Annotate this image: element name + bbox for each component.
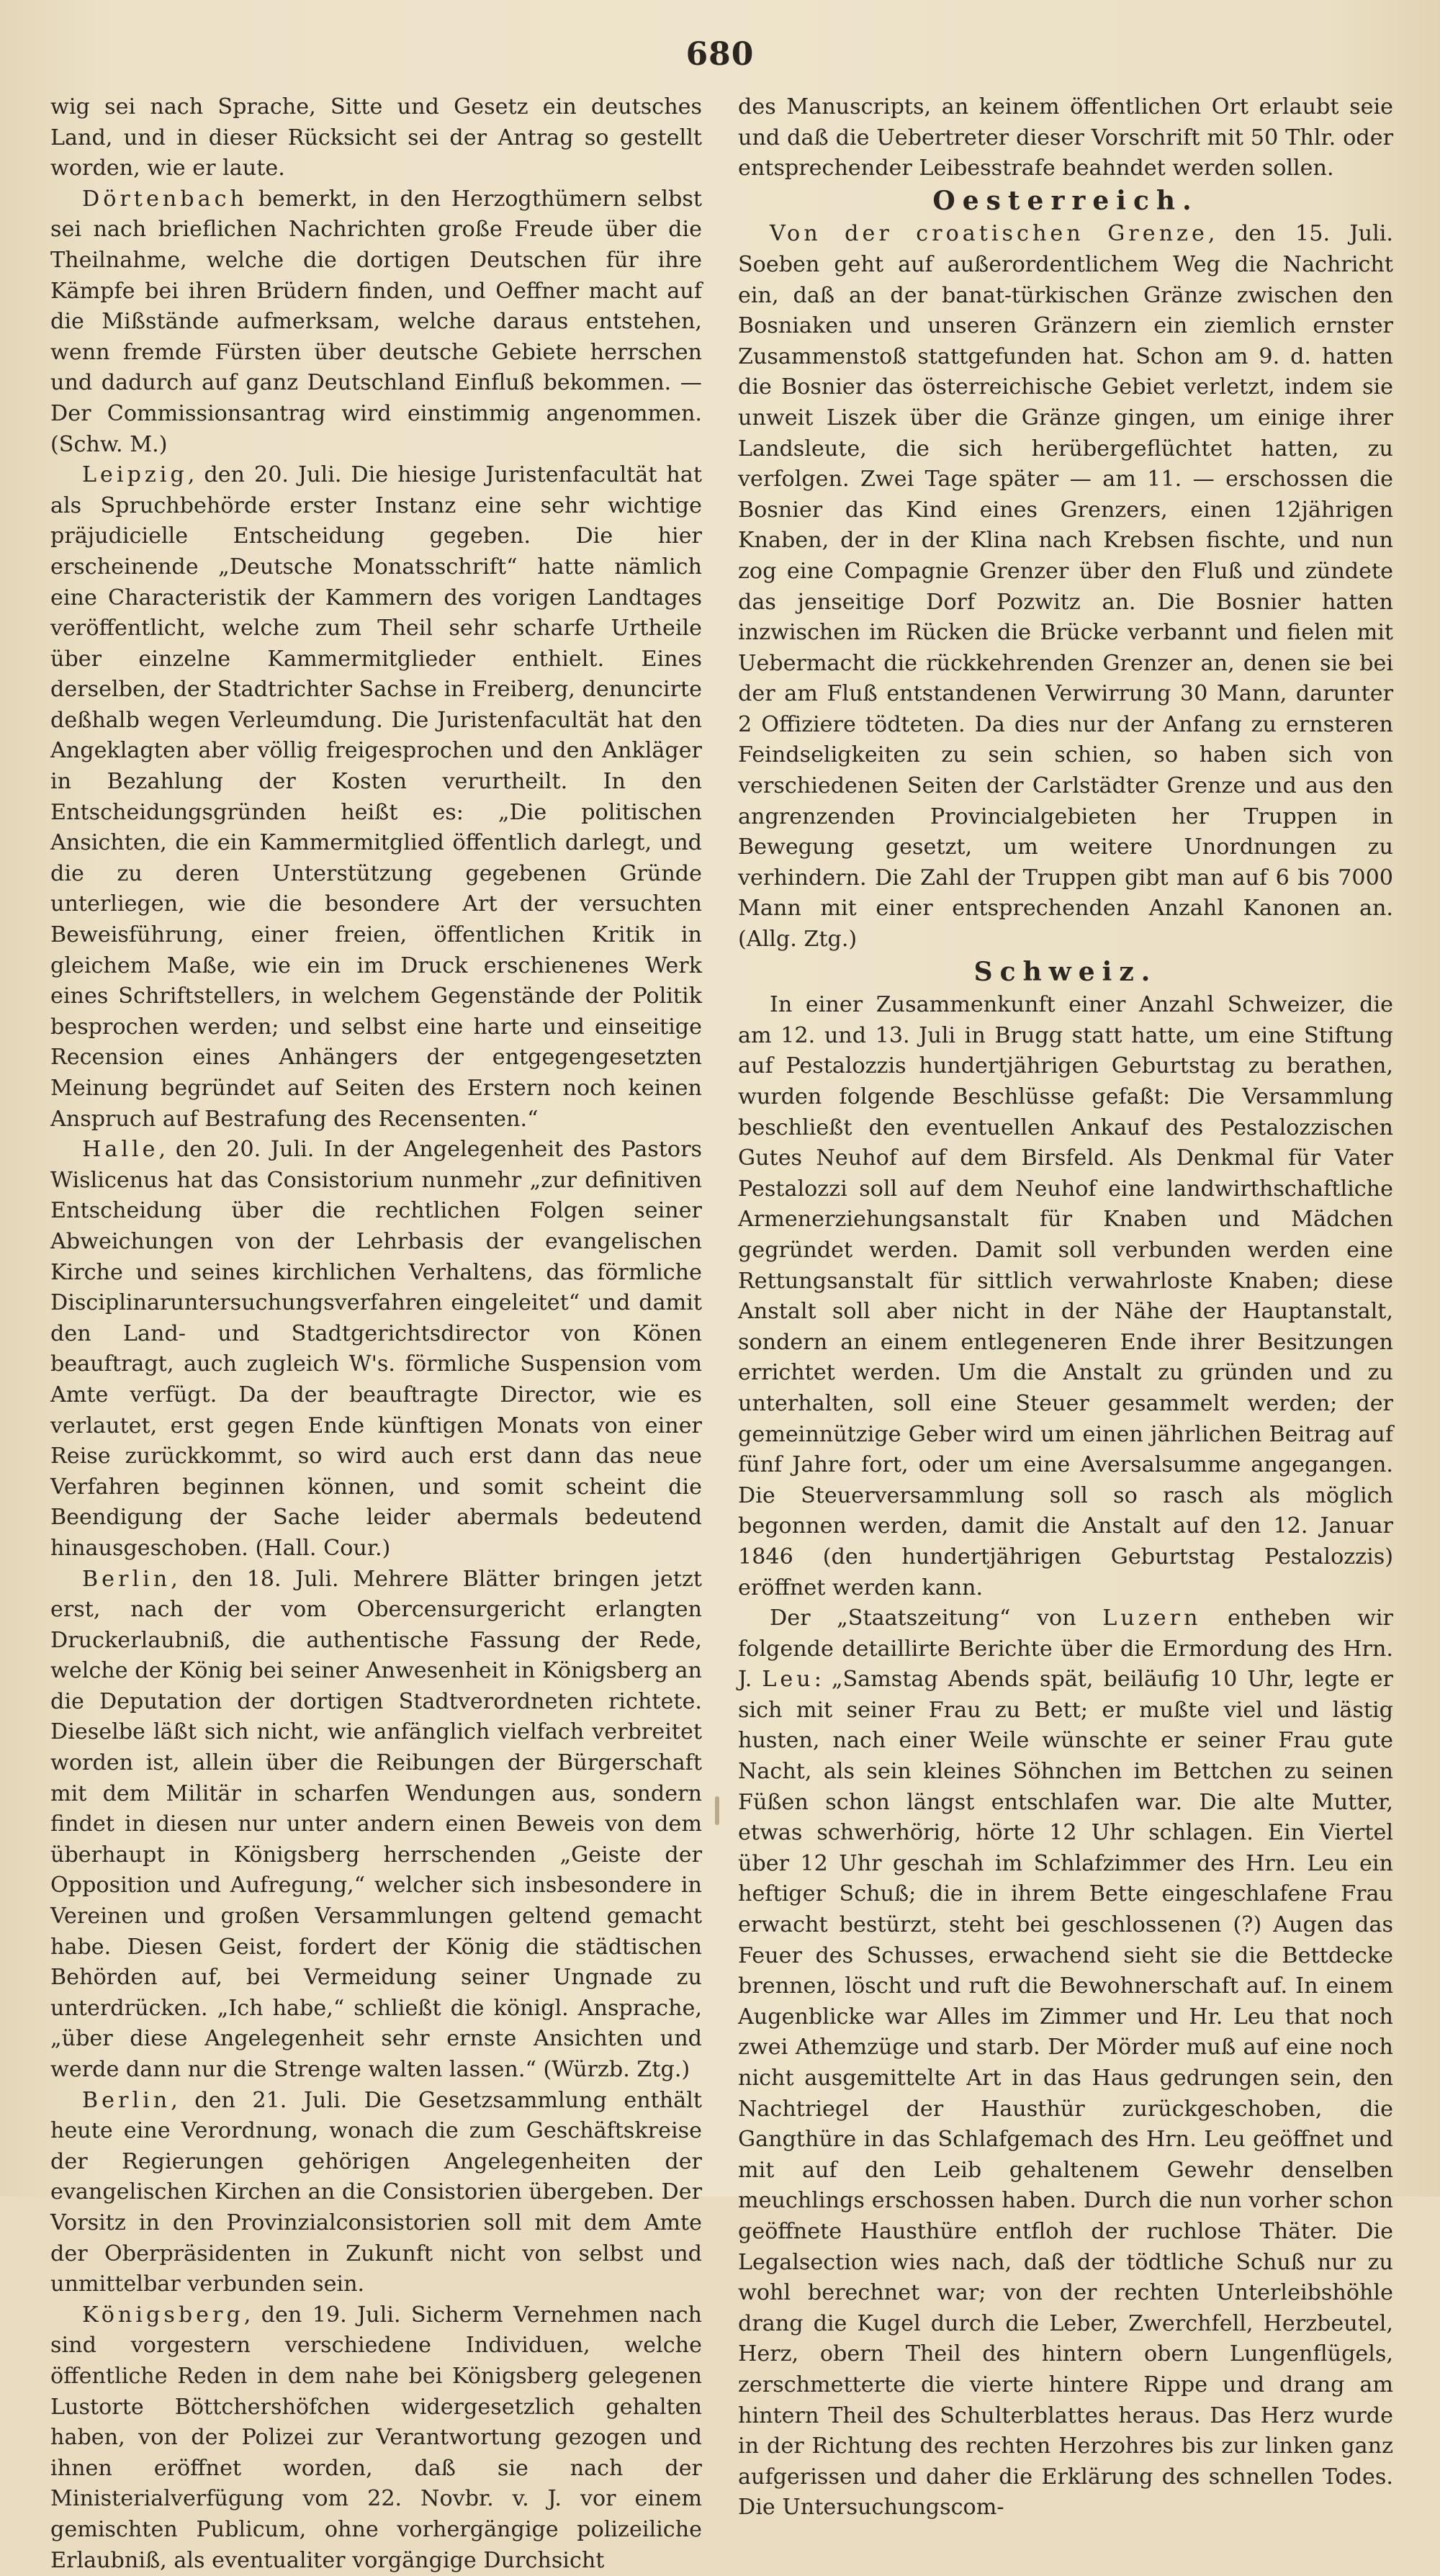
- right-column: [738, 92, 1393, 2523]
- source-citation: (Würzb. Ztg.): [543, 2057, 690, 2082]
- paragraph-croatian-border: Von der croatischen Grenze, den 15. Juli. Soeben geht auf außerordentlichem Weg die Nachricht ein, daß an der banat-türkischen Gränze zwischen den Bosniaken und unseren Gränzern ein ziemlich ernster Zusammenstoß stattgefunden hat. Schon am 9. d. hatten die Bosnier das österreichische Gebiet verletzt, indem sie unweit Liszek über die Gränze gingen, um einige ihrer Landsleute, die sich herübergeflüchtet hatten, zu verfolgen. Zwei Tage später — am 11. — erschossen die Bosnier das Kind eines Grenzers, einen 12jährigen Knaben, der in der Klina nach Krebsen fischte, und nun zog eine Compagnie Grenzer über den Fluß und zündete das jenseitige Dorf Pozwitz an. Die Bosnier hatten inzwischen im Rücken die Brücke verbannt und fielen mit Uebermacht die rückkehrenden Grenzer an, denen sie bei der am Fluß entstandenen Verwirrung 30 Mann, darunter 2 Offiziere tödteten. Da dies nur der Anfang zu ernsteren Feindseligkeiten zu sein schien, so haben sich von verschiedenen Seiten der Carlstädter Grenze und aus den angrenzenden Provincialgebieten her Truppen in Bewegung gesetzt, um weitere Unordnungen zu verhindern. Die Zahl der Truppen gibt man auf 6 bis 7000 Mann mit einer entsprechenden Anzahl Kanonen an. (Allg. Ztg.): [738, 221, 1393, 953]
- paragraph-pestalozzi: In einer Zusammenkunft einer Anzahl Schweizer, die am 12. und 13. Juli in Brugg statt hatte, um eine Stiftung auf Pestalozzis hundertjährigen Geburtstag zu berathen, wurden folgende Beschlüsse gefaßt: Die Versammlung beschließt den eventuellen Ankauf des Pestalozzischen Gutes Neuhof auf dem Birsfeld. Als Denkmal für Vater Pestalozzi soll auf dem Neuhof eine landwirthschaftliche Armenerziehungsanstalt für Knaben und Mädchen gegründet werden. Damit soll verbunden werden eine Rettungsanstalt für sittlich verwahrloste Knaben; diese Anstalt soll aber nicht in der Nähe der Hauptanstalt, sondern an einem entlegeneren Ende ihrer Besitzungen errichtet werden. Um die Anstalt zu gründen und zu unterhalten, soll eine Steuer gesammelt werden; der gemeinnützige Geber wird um einen jährlichen Beitrag auf fünf Jahre fort, oder um eine Aversalsumme angegangen. Die Steuerversammlung soll so rasch als möglich begonnen werden, damit die Anstalt auf den 12. Januar 1846 (den hundertjährigen Geburtstag Pestalozzis) eröffnet werden kann.: [738, 992, 1393, 1600]
- paragraph-luzern: Der „Staatszeitung“ von Luzern entheben wir folgende detaillirte Berichte über die Ermordung des Hrn. J. Leu: „Samstag Abends spät, beiläufig 10 Uhr, legte er sich mit seiner Frau zu Bett; er mußte viel und lästig husten, nach einer Weile wünschte er seiner Frau gute Nacht, als sein kleines Söhnchen im Bettchen zu seinen Füßen schon längst entschlafen war. Die alte Mutter, etwas schwerhörig, hörte 12 Uhr schlagen. Ein Viertel über 12 Uhr geschah im Schlafzimmer des Hrn. Leu ein heftiger Schuß; die in ihrem Bette eingeschlafene Frau erwacht bestürzt, steht bei geschlossenen (?) Augen das Feuer des Schusses, erwachend sieht sie die Bettdecke brennen, löscht und ruft die Bewohnerschaft auf. In einem Augenblicke war Alles im Zimmer und Hr. Leu that noch zwei Athemzüge und starb. Der Mörder muß auf eine noch nicht ausgemittelte Art in das Haus gedrungen sein, den Nachtriegel der Hausthür zurückgeschoben, die Gangthüre in das Schlafgemach des Hrn. Leu geöffnet und mit auf den Leib gehaltenem Gewehr denselben meuchlings erschossen haben. Durch die nun vorher schon geöffnete Hausthüre entfloh der ruchlose Thäter. Die Legalsection wies nach, daß der tödtliche Schuß nur zu wohl berechnet war; von der rechten Unterleibshöhle drang die Kugel durch die Leber, Zwerchfell, Herzbeutel, Herz, obern Theil des hintern obern Lungenflügels, zerschmetterte die vierte hintere Rippe und drang am hintern Theil des Schulterblattes heraus. Das Herz wurde in der Richtung des rechten Herzohres bis zur linken ganz aufgerissen und daher die Erklärung des schnellen Todes. Die Untersuchungscom-: [738, 1606, 1393, 2521]
- left-column: [50, 92, 702, 2576]
- paragraph-koenigsberg: Königsberg, den 19. Juli. Sicherm Vernehmen nach sind vorgestern verschiedene Individuen, welche öffentliche Reden in dem nahe bei Königsberg gelegenen Lustorte Böttchershöfchen widergesetzlich gehalten haben, von der Polizei zur Verantwortung gezogen und ihnen eröffnet worden, daß sie nach der Ministerialverfügung vom 22. Novbr. v. J. vor einem gemischten Publicum, ohne vorhergängige polizeiliche Erlaubniß, als eventualiter vorgängige Durchsicht: [50, 2302, 702, 2573]
- paragraph-berlin-21: Berlin, den 21. Juli. Die Gesetzsammlung enthält heute eine Verordnung, wonach die zum Geschäftskreise der Regierungen gehörigen Angelegenheiten der evangelischen Kirchen an die Consistorien übergeben. Der Vorsitz in den Provinzialconsistorien soll mit dem Amte der Oberpräsidenten in Zukunft nicht von selbst und unmittelbar verbunden sein.: [50, 2087, 702, 2297]
- speaker-name: Dörtenbach: [82, 186, 248, 212]
- source-citation: (Hall. Cour.): [255, 1535, 391, 1561]
- dateline-place: Von der croatischen Grenze: [770, 221, 1208, 247]
- dateline-place: Berlin: [82, 2087, 171, 2113]
- column-gutter-mark: [715, 1796, 719, 1825]
- paragraph-halle: Halle, den 20. Juli. In der Angelegenheit des Pastors Wislicenus hat das Consistorium nunmehr „zur definitiven Entscheidung über die rechtlichen Folgen seiner Abweichungen von der Lehrbasis der evangelischen Kirche und seines kirchlichen Verhaltens, das förmliche Disciplinaruntersuchungsverfahren eingeleitet“ und damit den Land- und Stadtgerichtsdirector von Könen beauftragt, auch zugleich W's. förmliche Suspension vom Amte verfügt. Da der beauftragte Director, wie es verlautet, erst gegen Ende künftigen Monats von einer Reise zurückkommt, so wird auch erst dann das neue Verfahren beginnen können, und somit scheint die Beendigung der Sache leider abermals bedeutend hinausgeschoben. (Hall. Cour.): [50, 1137, 702, 1561]
- section-heading-oesterreich: Oesterreich.: [932, 185, 1199, 216]
- dateline-place: Berlin: [82, 1566, 171, 1592]
- dateline-place: Luzern: [1102, 1606, 1202, 1631]
- page-number: 680: [685, 36, 755, 73]
- paragraph-continuation: des Manuscripts, an keinem öffentlichen Ort erlaubt seie und daß die Uebertreter dieser Vorschrift mit 50 Thlr. oder entsprechender Leibesstrafe beahndet werden sollen.: [738, 94, 1393, 181]
- person-name: Leu: [762, 1667, 814, 1693]
- paragraph-doertenbach: Dörtenbach bemerkt, in den Herzogthümern selbst sei nach brieflichen Nachrichten große Freude über die Theilnahme, welche die dortigen Deutschen für ihre Kämpfe bei ihren Brüdern finden, und Oeffner macht auf die Mißstände aufmerksam, welche daraus entstehen, wenn fremde Fürsten über deutsche Gebiete herrschen und dadurch auf ganz Deutschland Einfluß bekommen. — Der Commissionsantrag wird einstimmig angenommen. (Schw. M.): [50, 186, 702, 457]
- section-heading-schweiz: Schweiz.: [973, 956, 1158, 987]
- paragraph-continuation: wig sei nach Sprache, Sitte und Gesetz ein deutsches Land, und in dieser Rücksicht sei der Antrag so gestellt worden, wie er laute.: [50, 94, 702, 181]
- source-citation: (Allg. Ztg.): [738, 927, 858, 953]
- paragraph-berlin-18: Berlin, den 18. Juli. Mehrere Blätter bringen jetzt erst, nach der vom Obercensurgericht erlangten Druckerlaubniß, die authentische Fassung der Rede, welche der König bei seiner Anwesenheit in Königsberg an die Deputation der dortigen Stadtverordneten richtete. Dieselbe läßt sich nicht, wie anfänglich vielfach verbreitet worden ist, allein über die Reibungen der Bürgerschaft mit dem Militär in scharfen Wendungen aus, sondern findet in diesen nur unter andern einen Beweis von dem überhaupt in Königsberg herrschenden „Geiste der Opposition und Aufregung,“ welcher sich insbesondere in Vereinen und großen Versammlungen geltend gemacht habe. Diesen Geist, fordert der König die städtischen Behörden auf, bei Vermeidung seiner Ungnade zu unterdrücken. „Ich habe,“ schließt die königl. Ansprache, „über diese Angelegenheit sehr ernste Ansichten und werde dann nur die Strenge walten lassen.“ (Würzb. Ztg.): [50, 1566, 702, 2082]
- dateline-place: Halle: [82, 1137, 159, 1163]
- dateline-place: Leipzig: [82, 462, 188, 488]
- dateline-place: Königsberg: [82, 2302, 244, 2328]
- paragraph-leipzig: Leipzig, den 20. Juli. Die hiesige Juristenfacultät hat als Spruchbehörde erster Instanz eine sehr wichtige präjudicielle Entscheidung gegeben. Die hier erscheinende „Deutsche Monatsschrift“ hatte nämlich eine Characteristik der Kammern des vorigen Landtages veröffentlicht, welche zum Theil sehr scharfe Urtheile über einzelne Kammermitglieder enthielt. Eines derselben, der Stadtrichter Sachse in Freiberg, denuncirte deßhalb wegen Verleumdung. Die Juristenfacultät hat den Angeklagten aber völlig freigesprochen und den Ankläger in Bezahlung der Kosten verurtheilt. In den Entscheidungsgründen heißt es: „Die politischen Ansichten, die ein Kammermitglied öffentlich darlegt, und die zu deren Unterstützung gegebenen Gründe unterliegen, wie die besondere Art der versuchten Beweisführung, einer freien, öffentlichen Kritik in gleichem Maße, wie ein im Druck erschienenes Werk eines Schriftstellers, in welchem Gegenstände der Politik besprochen werden; und selbst eine harte und einseitige Recension eines Anhängers der entgegengesetzten Meinung begründet auf Seiten des Erstern noch keinen Anspruch auf Bestrafung des Recensenten.“: [50, 462, 702, 1132]
- source-citation: (Schw. M.): [50, 431, 168, 457]
